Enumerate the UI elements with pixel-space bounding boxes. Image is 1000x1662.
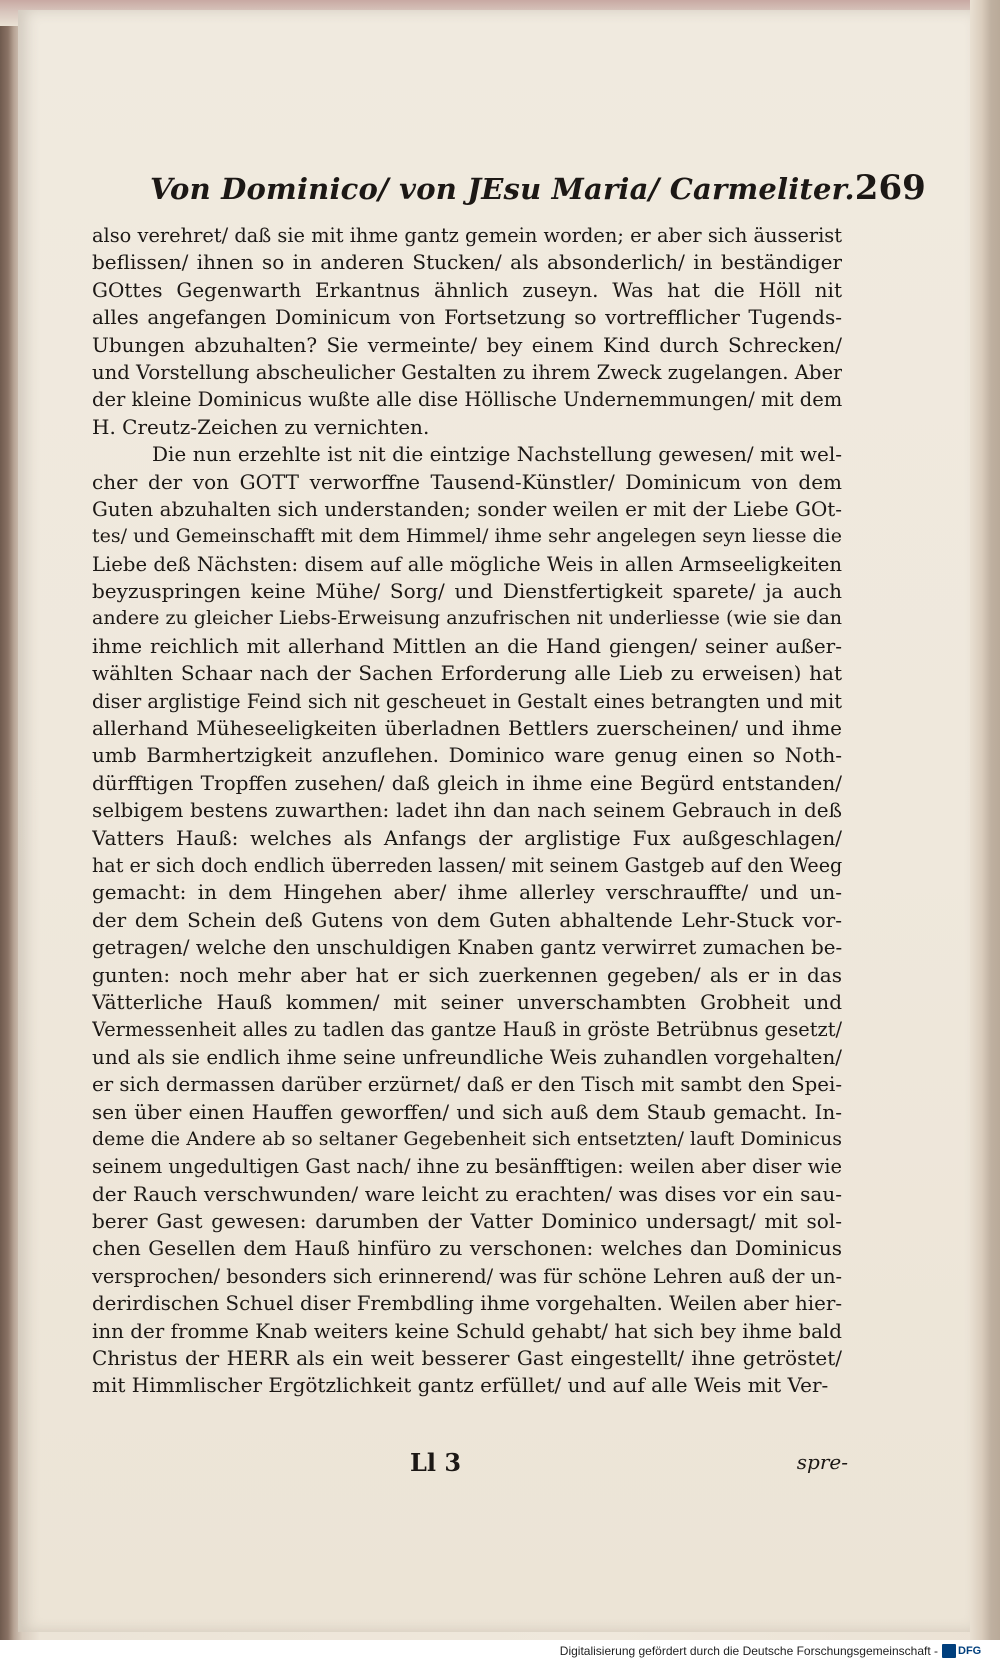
dfg-logo-text: DFG (958, 1645, 982, 1657)
text-line: beyzuspringen keine Mühe/ Sorg/ und Dienstfertigkeit sparete/ ja auch (92, 579, 842, 604)
text-line: alles angefangen Dominicum von Fortsetzung so vortrefflicher Tugends- (92, 305, 842, 330)
text-line: H. Creutz-Zeichen zu vernichten. (92, 414, 430, 439)
text-line: Liebe deß Nächsten: disem auf alle mögliche Weis in allen Armseeligkeiten (92, 552, 842, 576)
text-line: hat er sich doch endlich überreden lassen/ mit seinem Gastgeb auf den Weeg (92, 853, 842, 877)
text-line: beflissen/ ihnen so in anderen Stucken/ als absonderlich/ in beständiger (92, 250, 842, 275)
text-line: derirdischen Schuel diser Frembdling ihme vorgehalten. Weilen aber hier- (92, 1292, 842, 1316)
text-line: getragen/ welche den unschuldigen Knaben gantz verwirret zumachen be- (92, 936, 842, 960)
text-line: allerhand Müheseeligkeiten überladnen Bettlers zuerscheinen/ und ihme (92, 716, 842, 741)
text-line: cher der von GOTT verworffne Tausend-Künstler/ Dominicum von dem (92, 469, 842, 494)
signature-mark: Ll 3 (410, 1448, 462, 1477)
text-line: er sich dermassen darüber erzürnet/ daß er den Tisch mit sambt den Spei- (92, 1073, 842, 1097)
text-line: andere zu gleicher Liebs-Erweisung anzufrischen nit underliesse (wie sie dan (92, 607, 842, 630)
text-line: berer Gast gewesen: darumben der Vatter Dominico undersagt/ mit sol- (92, 1209, 842, 1234)
text-line: deme die Andere ab so seltaner Gegebenheit sich entsetzten/ lauft Dominicus (92, 1127, 842, 1150)
page-number: 269 (854, 168, 926, 208)
text-line: selbigem bestens zuwarthen: ladet ihn dan nach seinem Gebrauch in deß (92, 798, 842, 823)
text-line: diser arglistige Feind sich nit gescheuet in Gestalt eines betrangten und mit (92, 689, 842, 713)
digitization-bar (0, 1640, 1000, 1662)
text-line: umb Barmhertzigkeit anzuflehen. Dominico ware genug einen so Noth- (92, 743, 842, 768)
text-line: tes/ und Gemeinschafft mit dem Himmel/ ihme sehr angelegen seyn liesse die (92, 525, 842, 548)
catchword: spre- (796, 1450, 848, 1474)
text-line: Guten abzuhalten sich understanden; sonder weilen er mit der Liebe GOt- (92, 497, 842, 521)
text-line: Die nun erzehlte ist nit die eintzige Nachstellung gewesen/ mit wel- (152, 442, 842, 467)
text-line: seinem ungedultigen Gast nach/ ihne zu besänfftigen: weilen aber diser wie (92, 1155, 842, 1179)
text-line: GOttes Gegenwarth Erkantnus ähnlich zuseyn. Was hat die Höll nit (92, 277, 842, 302)
body-text (92, 222, 842, 1400)
text-line: gunten: noch mehr aber hat er sich zuerkennen gegeben/ als er in das (92, 962, 842, 987)
text-line: der Rauch verschwunden/ ware leicht zu erachten/ was dises vor ein sau- (92, 1181, 842, 1206)
digitization-note: Digitalisierung gefördert durch die Deutsche Forschungsgemeinschaft - (559, 1644, 938, 1658)
running-title: Von Dominico/ von JEsu Maria/ Carmeliter. (150, 172, 855, 206)
text-line: chen Gesellen dem Hauß hinfüro zu verschonen: welches dan Dominicus (92, 1236, 842, 1261)
text-line: also verehret/ daß sie mit ihme gantz gemein worden; er aber sich äusserist (92, 224, 842, 247)
text-line: Vätterliche Hauß kommen/ mit seiner unverschambten Grobheit und (92, 989, 842, 1014)
text-line: Vatters Hauß: welches als Anfangs der arglistige Fux außgeschlagen/ (92, 825, 842, 850)
text-line: inn der fromme Knab weiters keine Schuld gehabt/ hat sich bey ihme bald (92, 1319, 842, 1343)
text-line: sen über einen Hauffen geworffen/ und sich auß dem Staub gemacht. In- (92, 1099, 842, 1124)
text-line: Ubungen abzuhalten? Sie vermeinte/ bey einem Kind durch Schrecken/ (92, 332, 842, 357)
text-line: der kleine Dominicus wußte alle dise Höllische Undernemmungen/ mit dem (92, 388, 842, 412)
text-line: Vermessenheit alles zu tadlen das gantze Hauß in gröste Betrübnus gesetzt/ (92, 1018, 842, 1042)
running-head (150, 168, 926, 220)
text-line: und als sie endlich ihme seine unfreundliche Weis zuhandlen vorgehalten/ (92, 1045, 842, 1069)
text-line: wählten Schaar nach der Sachen Erforderung alle Lieb zu erweisen) hat (92, 661, 842, 686)
dfg-logo-icon (942, 1644, 956, 1658)
text-line: gemacht: in dem Hingehen aber/ ihme allerley verschrauffte/ und un- (92, 880, 842, 905)
text-line: versprochen/ besonders sich erinnerend/ was für schöne Lehren auß der un- (92, 1264, 842, 1288)
text-line: der dem Schein deß Gutens von dem Guten abhaltende Lehr-Stuck vor- (92, 907, 842, 932)
page-footer (92, 1448, 848, 1480)
text-line: ihme reichlich mit allerhand Mittlen an die Hand giengen/ seiner außer- (92, 633, 842, 658)
text-line: und Vorstellung abscheulicher Gestalten zu ihrem Zweck zugelangen. Aber (92, 360, 842, 384)
dfg-logo (942, 1643, 992, 1659)
text-line: Christus der HERR als ein weit besserer Gast eingestellt/ ihne getröstet/ (92, 1346, 842, 1371)
page-stack-edge (970, 0, 1000, 1640)
text-line: mit Himmlischer Ergötzlichkeit gantz erfüllet/ und auf alle Weis mit Ver- (92, 1373, 829, 1398)
text-line: dürfftigen Tropffen zusehen/ daß gleich in ihme eine Begürd entstanden/ (92, 770, 842, 795)
